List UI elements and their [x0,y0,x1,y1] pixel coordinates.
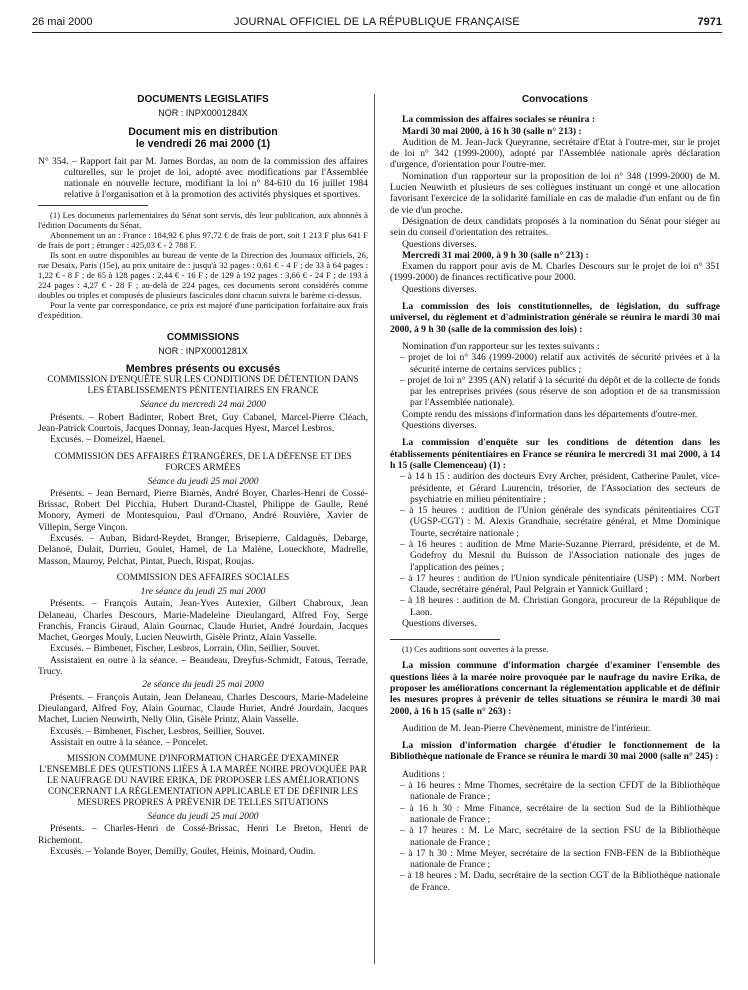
convocations-heading: Convocations [521,94,589,105]
excuses-list: Excusés. – Yolande Boyer, Demilly, Goulet, Heinis, Moinard, Oudin. [50,845,316,857]
header-page-number: 7971 [697,16,722,28]
footnote: Pour la vente par correspondance, ce prix est majoré d'une participation forfaitaire aux frais d'expédition. [38,299,368,320]
convocation-text: Nomination d'un rapporteur sur la proposition de loi n° 348 (1999-2000) de M. Lucien Neuwirth et plusieurs de ses collègues instituant un congé et une allocation favorisant l'exercice de la solidarité familiale en cas de maladie d'un enfant ou de fin de vie d'un proche. [390,170,720,216]
seance-date: Séance du mercredi 24 mai 2000 [140,399,266,411]
footnote: Ils sont en outre disponibles au bureau de vente de la Direction des Journaux officiels, 26, rue Desaix, Paris (15e), au prix unitaire de : jusqu'à 32 pages : 0,61 € - 4 F ; de 33 à 64 pages : 1,22 € - 8 F ; de 65 à 128 pages : 2,44 € - 16 F ; de 129 à 192 pages : 3,66 € - 24 F ; de 193 à 224 pages : 4,27 € - 28 F ; au-delà de 224 pages, ces documents seront considérés comme doubles ou triples et composés de plusieurs fascicules dont chacun suivra le barème ci-dessus. [38,249,368,300]
list-item: – à 18 heures : audition de M. Christian Gongora, procureur de la République de Laon. [400,595,720,618]
list-item: – projet de loi n° 2395 (AN) relatif à la sécurité du dépôt et de la collecte de fonds par les entreprises privées (sous réserve de son adoption et de sa transmission par l'Assemblée nationale). [400,374,720,409]
block-title: COMMISSION DES AFFAIRES ÉTRANGÈRES, DE LA DÉFENSE ET DES FORCES ARMÉES [54,451,352,473]
convocation-text: Questions diverses. [402,238,477,250]
convocation-text: Auditions : [402,768,445,780]
convocation-text: La commission des lois constitutionnelles, de législation, du suffrage universel, du règlement et d'administration générale se réunira le mardi 30 mai 2000, à 9 h 30 (salle de la commission des lois) : [390,301,720,335]
membres-heading: Membres présents ou excusés [125,363,281,376]
convocation-text: La mission commune d'information chargée d'examiner l'ensemble des questions liées à la marée noire provoquée par le naufrage du navire Erika, de proposer les améliorations concernant la réglementation applicable et de définir les mesures propres à prévenir de telles situations se réunira le mardi 30 mai 2000, à 16 h 15 (salle n° 263) : [390,660,720,717]
convocation-text: Questions diverses. [402,618,477,630]
right-column [390,94,720,974]
list-item: – à 15 heures : audition de l'Union générale des syndicats pénitentiaires CGT (UGSP-CGT) : M. Alexis Grandhaie, secrétaire général, et Mme Dominique Tourte, secrétaire nationale ; [400,505,720,539]
convocation-text: Questions diverses. [402,283,477,295]
excuses-list: Excusés. – Bimbenet, Fischer, Lesbros, Seillier, Souvet. [50,725,265,737]
doc-354: N° 354. – Rapport fait par M. James Bordas, au nom de la commission des affaires culturelles, sur le projet de loi, adopté avec modifications par l'Assemblée nationale en nouvelle lecture, modifiant la loi n° 84-610 du 16 juillet 1984 relative à l'organisation et à la promotion des activités physiques et sportives. [38,155,368,201]
convocation-text: La mission d'information chargée d'étudier le fonctionnement de la Bibliothèque nationale de France se réunira le mardi 30 mai 2000 (salle n° 245) : [390,740,720,763]
convocation-text: La commission des affaires sociales se réunira : [402,114,596,126]
docs-title-2: le vendredi 26 mai 2000 (1) [135,137,271,150]
commissions-heading: COMMISSIONS [166,331,240,343]
present-list: Présents. – François Autain, Jean Delaneau, Charles Descours, Marie-Madeleine Dieulangard, Alfred Foy, Alain Gournac, Claude Huriet, André Jourdain, Jacques Machet, Lucien Neuwirth, Nelly Olin, Gisèle Printz, Alain Vasselle. [38,691,368,726]
left-column [38,94,368,974]
docs-nor: NOR : INPX0001284X [158,108,248,119]
list-item: – à 17 heures : M. Le Marc, secrétaire de la section FSU de la Bibliothèque nationale de France ; [400,825,720,848]
list-item: – à 17 h 30 : Mme Meyer, secrétaire de la section FNB-FEN de la Bibliothèque nationale de France ; [400,847,720,871]
present-list: Présents. – Charles-Henri de Cossé-Brissac, Henri Le Breton, Henri de Richemont. [38,823,368,846]
commissions-nor: NOR : INPX0001281X [158,346,248,357]
column-divider [374,94,375,964]
seance-date: Séance du jeudi 25 mai 2000 [147,811,259,823]
footnote-separator [390,639,500,640]
excuses-list: Excusés. – Domeizel, Haenel. [50,434,166,446]
present-list: Présents. – Robert Badinter, Robert Bret, Guy Cabanel, Marcel-Pierre Cléach, Jean-Patrick Courtois, Jacques Donnay, Jean-Jacques Hyest, Marcel Lesbros. [38,411,368,434]
docs-heading: DOCUMENTS LÉGISLATIFS [137,94,269,105]
block-title: COMMISSION D'ENQUÊTE SUR LES CONDITIONS DE DÉTENTION DANS LES ÉTABLISSEMENTS PÉNITENTIAIRES EN FRANCE [47,375,359,397]
header-title: JOURNAL OFFICIEL DE LA RÉPUBLIQUE FRANÇAISE [234,16,520,28]
present-list: Présents. – François Autain, Jean-Yves Autexier, Gilbert Chabroux, Jean Delaneau, Charles Descours, Marie-Madeleine Dieulangard, Alfred Foy, Serge Franchis, Francis Giraud, Alain Gournac, Claude Huriet, André Jourdain, Jacques Machet, Georges Mouly, Lucien Neuwirth, Gisèle Printz, Alain Vasselle. [38,598,368,644]
convocation-text: Questions diverses. [402,420,477,432]
list-item: – à 18 heures : M. Dadu, secrétaire de la section CGT de la Bibliothèque nationale de France. [400,870,720,893]
list-item: – à 17 heures : audition de l'Union syndicale pénitentiaire (USP) : MM. Norbert Claude, secrétaire général, Paul Pelgrain et Yannick Guillard ; [400,572,720,596]
excuses-list: Excusés. – Bimbenet, Fischer, Lesbros, Lorrain, Olin, Seillier, Souvet. [50,643,320,655]
seance-date: 2e séance du jeudi 25 mai 2000 [142,679,264,691]
convocation-date: Mercredi 31 mai 2000, à 9 h 30 (salle n° 213) : [402,249,589,261]
convocation-text: Nomination d'un rapporteur sur les textes suivants : [402,340,600,352]
header-date: 26 mai 2000 [32,16,93,28]
convocation-text: Examen du rapport pour avis de M. Charles Descours sur le projet de loi n° 351 (1999-2000) de finances rectificative pour 2000. [390,261,720,284]
docs-title-1: Document mis en distribution [128,125,278,138]
convocation-text: Audition de M. Jean-Jack Queyranne, secrétaire d'Etat à l'outre-mer, sur le projet de loi n° 342 (1999-2000), adopté par l'Assemblée nationale après déclaration d'urgence, d'orientation pour l'outre-mer. [390,136,720,171]
assist-list: Assistaient en outre à la séance. – Beaudeau, Dreyfus-Schmidt, Fatous, Terrade, Trucy. [38,654,368,678]
list-item: – à 16 h 30 : Mme Finance, secrétaire de la section Sud de la Bibliothèque nationale de France ; [400,802,720,825]
assist-list: Assistait en outre à la séance. – Poncelet. [50,736,208,748]
convocation-text: La commission d'enquête sur les conditions de détention dans les établissements pénitentiaires en France se réunira le mercredi 31 mai 2000, à 14 h 15 (salle Clemenceau) (1) : [390,437,720,471]
seance-date: 1re séance du jeudi 25 mai 2000 [140,585,266,597]
footnote: (1) Ces auditions sont ouvertes à la presse. [402,644,549,655]
block-title: MISSION COMMUNE D'INFORMATION CHARGÉE D'EXAMINER L'ENSEMBLE DES QUESTIONS LIÉES À LA MARÉE NOIRE PROVOQUÉE PAR LE NAUFRAGE DU NAVIRE ERIKA, DE PROPOSER LES AMÉLIORATIONS CONCERNANT LA RÉGLEMENTATION APPLICABLE ET DE DÉFINIR LES MESURES PROPRES À PRÉVENIR DE TELLES SITUATIONS [39,754,367,809]
present-list: Présents. – Jean Bernard, Pierre Biarnès, André Boyer, Charles-Henri de Cossé-Brissac, Robert Del Picchia, Hubert Durand-Chastel, Philippe de Gaulle, René Monory, Aymeri de Montesquiou, Paul d'Ornano, André Rouvière, Xavier de Villepin, Serge Vinçon. [38,487,368,533]
convocation-text: Audition de M. Jean-Pierre Chevènement, ministre de l'intérieur. [402,722,651,734]
convocation-text: Désignation de deux candidats proposés à la nomination du Sénat pour siéger au sein du conseil d'orientation des retraites. [390,215,720,239]
footnote: Abonnement un an : France : 184,92 € plus 97,72 € de frais de port, soit 1 213 F plus 641 F de frais de port ; étranger : 425,03 € - 2 788 F. [38,229,368,250]
convocation-text: Compte rendu des missions d'information dans les départements d'outre-mer. [402,408,698,420]
list-item: – projet de loi n° 346 (1999-2000) relatif aux activités de sécurité privées et à la sécurité interne de certains services publics ; [400,352,720,375]
list-item: – à 14 h 15 : audition des docteurs Evry Archer, président, Catherine Paulet, vice-présidente, et Gérard Laurencin, trésorier, de l'Association des secteurs de psychiatrie en milieu pénitentiaire ; [400,471,720,505]
page-header [32,16,722,33]
footnote: (1) Les documents parlementaires du Sénat sont servis, dès leur publication, aux abonnés à l'édition Documents du Sénat. [38,209,368,230]
block-title: COMMISSION DES AFFAIRES SOCIALES [116,572,290,583]
seance-date: Séance du jeudi 25 mai 2000 [147,475,259,487]
list-item: – à 16 heures : audition de Mme Marie-Suzanne Pierrard, présidente, et de M. Godefroy du Mesnil du Buisson de l'Association nationale des juges de l'application des peines ; [400,538,720,573]
list-item: – à 16 heures : Mme Thomes, secrétaire de la section CFDT de la Bibliothèque nationale de France ; [400,780,720,803]
footnote-separator [38,205,148,206]
convocation-date: Mardi 30 mai 2000, à 16 h 30 (salle n° 213) : [402,125,582,137]
excuses-list: Excusés. – Auban, Bidard-Reydet, Branger, Brisepierre, Caldaguès, Debarge, Delanoë, Dulait, Durrieu, Goulet, Hamel, de La Malène, Loueckhote, Madrelle, Masson, Mauroy, Pelchat, Pintat, Puech, Rispat, Roujas. [38,533,368,567]
